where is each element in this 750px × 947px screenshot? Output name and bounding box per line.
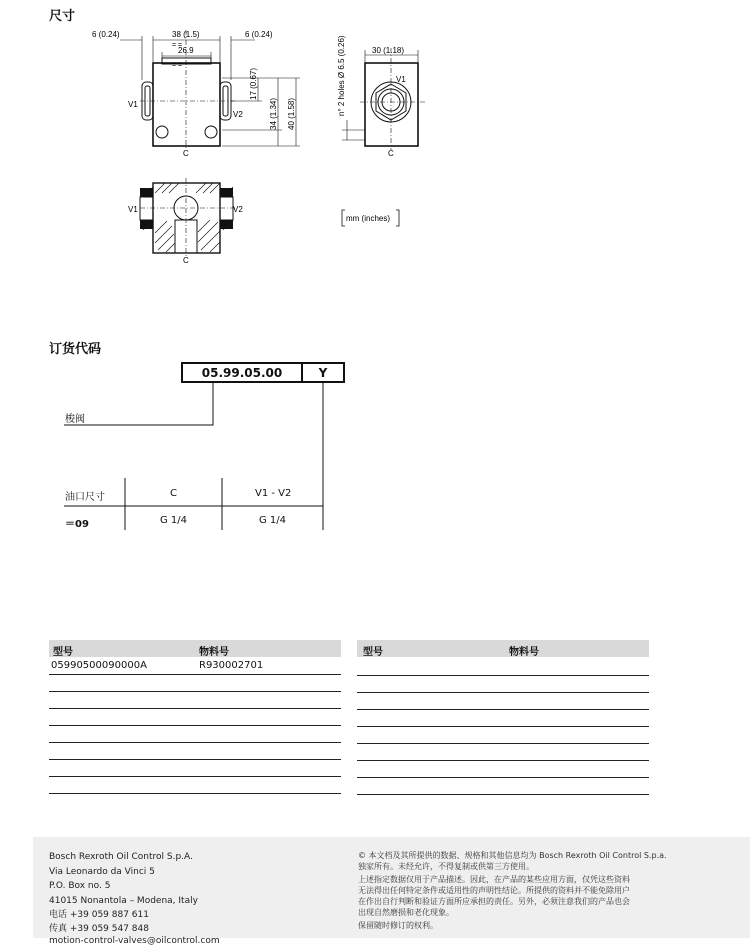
footer-legal-4: 无法得出任何特定条件或适用性的声明性结论。所提供的资料并不能免除用户 (358, 886, 630, 895)
row-c-value: G 1/4 (160, 515, 188, 526)
center-mark: = = (172, 42, 183, 49)
col-v-header: V1 - V2 (255, 488, 292, 499)
table-row (357, 675, 649, 676)
left-row-1-model: 05990500090000A (51, 660, 147, 671)
col-c-header: C (170, 488, 177, 499)
table-row (357, 726, 649, 727)
order-code-title: 订货代码 (49, 342, 102, 357)
footer-legal-6: 出现自然磨损和老化现象。 (358, 908, 454, 917)
left-row-1-material: R930002701 (199, 660, 264, 671)
footer-tel: 电话 +39 059 887 611 (49, 910, 149, 920)
dim-top-label: 38 (1.5) (172, 30, 200, 39)
table-row (49, 776, 341, 777)
left-head-model: 型号 (53, 647, 73, 658)
right-head-material: 物料号 (509, 647, 539, 658)
dimensions-title: 尺寸 (49, 9, 76, 24)
left-head-material: 物料号 (199, 647, 229, 658)
footer-legal-3: 上述指定数据仅用于产品描述。因此，在产品的某些应用方面，仅凭这些资料 (358, 875, 630, 884)
table-row (49, 674, 341, 675)
dim-17-label: 17 (0.67) (249, 67, 258, 100)
table-row (357, 692, 649, 693)
table-row (49, 759, 341, 760)
valve-type-label: 梭阀 (65, 414, 85, 425)
port-c-label: C (183, 149, 189, 158)
dim-right-label: 6 (0.24) (245, 30, 273, 39)
footer-email-link[interactable]: motion-control-valves@oilcontrol.com (49, 936, 220, 946)
footer-legal-5: 在作出自行判断和验证方面所应承担的责任。另外，必须注意我们的产品也会 (358, 897, 630, 906)
left-table-header (49, 640, 341, 657)
section-c-label: C (183, 256, 189, 265)
section-v1-label: V1 (128, 205, 138, 214)
side-v1-label: V1 (396, 75, 406, 84)
dim-left-label: 6 (0.24) (92, 30, 120, 39)
footer-legal-1: © 本文档及其所提供的数据、规格和其他信息均为 Bosch Rexroth Oil Control S.p.a. (358, 851, 667, 860)
center-mark-2: = = (172, 62, 183, 69)
footer-company: Bosch Rexroth Oil Control S.p.A. (49, 852, 193, 862)
footer-legal-7: 保留随时修订的权利。 (358, 921, 438, 930)
order-code-box: 05.99.05.00 (181, 362, 303, 383)
dim-inner-label: 26.9 (178, 46, 194, 55)
table-row (357, 760, 649, 761)
table-row (357, 794, 649, 795)
holes-label: n° 2 holes Ø 6.5 (0.26) (337, 35, 346, 116)
table-row (357, 777, 649, 778)
table-row (357, 709, 649, 710)
footer-legal-2: 独家所有。未经允许，不得复制或供第三方使用。 (358, 862, 534, 871)
row-code: ＝09 (65, 519, 89, 530)
table-row (49, 708, 341, 709)
table-row (49, 725, 341, 726)
table-row (357, 743, 649, 744)
right-head-model: 型号 (363, 647, 383, 658)
port-v2-label: V2 (233, 110, 243, 119)
row-v-value: G 1/4 (259, 515, 287, 526)
footer-city: 41015 Nonantola – Modena, Italy (49, 896, 198, 906)
footer-fax: 传真 +39 059 547 848 (49, 924, 149, 934)
side-c-label: C (388, 149, 394, 158)
section-v2-label: V2 (233, 205, 243, 214)
footer-pobox: P.O. Box no. 5 (49, 881, 111, 891)
footer-street: Via Leonardo da Vinci 5 (49, 867, 155, 877)
table-row (49, 793, 341, 794)
table-row (49, 742, 341, 743)
dim-40-label: 40 (1.58) (287, 97, 296, 130)
right-table-header (357, 640, 649, 657)
port-size-label: 油口尺寸 (65, 492, 105, 503)
order-suffix-box: Y (301, 362, 345, 383)
dim-34-label: 34 (1.34) (269, 97, 278, 130)
port-v1-label: V1 (128, 100, 138, 109)
dim-30-label: 30 (1.18) (372, 46, 405, 55)
table-row (49, 691, 341, 692)
units-label: mm (inches) (346, 214, 391, 223)
